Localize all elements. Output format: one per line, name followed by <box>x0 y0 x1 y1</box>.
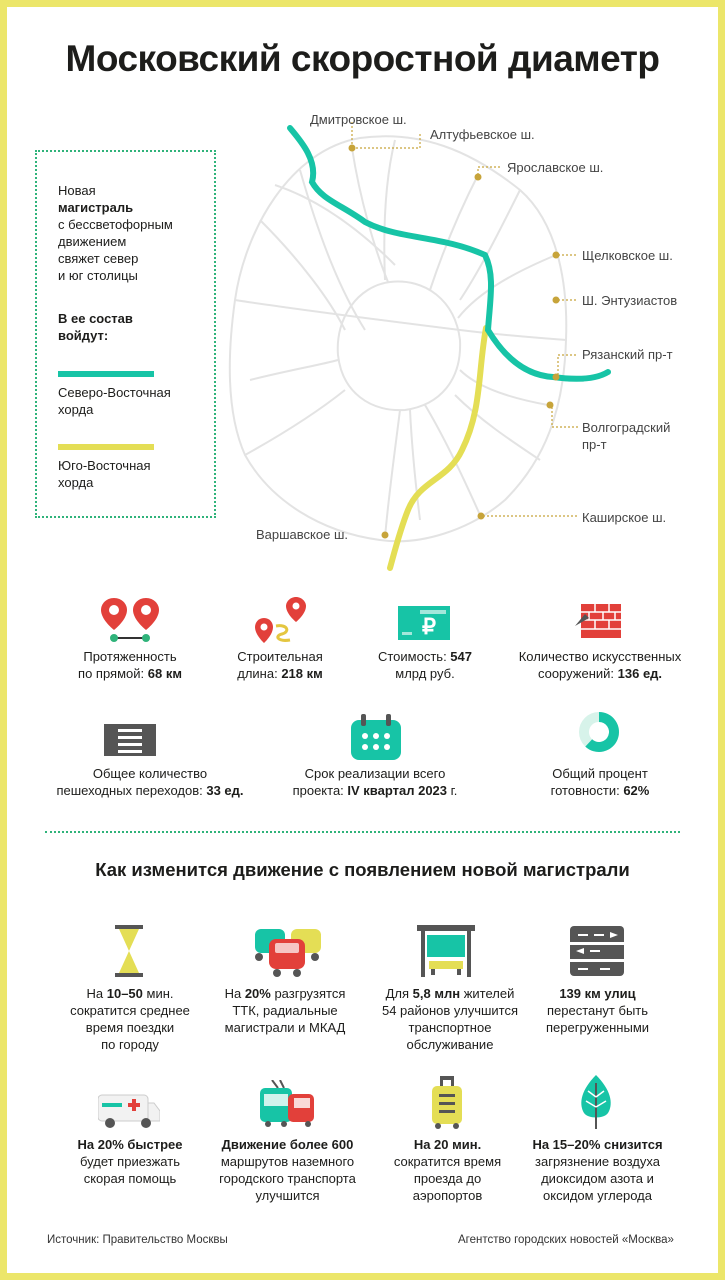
map-road <box>300 170 365 330</box>
section-divider <box>45 831 680 833</box>
stat-value: 20% <box>244 986 271 1001</box>
effect-airports <box>375 1136 520 1204</box>
stat-line: транспортное <box>408 1020 492 1035</box>
legend-label-line: хорда <box>58 475 94 490</box>
stat-line: ТТК, радиальные <box>232 1003 338 1018</box>
map-label-line: Волгоградский <box>582 420 671 435</box>
brick-wall-icon <box>575 600 623 640</box>
agency-credit: Агентство городских новостей «Москва» <box>458 1234 674 1246</box>
legend-intro-line: и юг столицы <box>58 268 138 283</box>
map-road <box>458 255 556 318</box>
stat-line: Срок реализации всего <box>304 766 446 781</box>
stat-line: 54 районов улучшится <box>381 1003 519 1018</box>
map-road <box>250 360 338 380</box>
stat-text: готовности: <box>550 783 624 798</box>
location-pins-icon <box>100 596 162 646</box>
legend-label-line: Северо-Восточная <box>58 385 171 400</box>
map-label-volgogradsky <box>582 419 670 453</box>
stat-structures <box>500 648 700 682</box>
stat-value: 547 <box>450 649 472 664</box>
readiness-donut-icon <box>577 710 621 754</box>
stat-text: разгрузятся <box>270 986 346 1001</box>
map-point-varshavskoe <box>382 532 389 539</box>
ambulance-icon <box>98 1093 160 1129</box>
map-label-kashirskoe: Каширское ш. <box>582 510 667 525</box>
map-label-dmitrovskoe: Дмитровское ш. <box>310 112 407 127</box>
route-icon <box>254 596 310 646</box>
stat-line: магистрали и МКАД <box>224 1020 346 1035</box>
stat-value: IV квартал 2023 <box>347 783 448 798</box>
stat-line <box>40 782 260 799</box>
stat-crossings <box>40 765 260 799</box>
road-lanes-icon <box>570 926 624 976</box>
legend-label-line: Юго-Восточная <box>58 458 151 473</box>
stat-line <box>280 782 470 799</box>
effect-streets <box>530 985 665 1036</box>
stat-line <box>500 665 700 682</box>
stat-text: мин. <box>142 986 174 1001</box>
stat-line: проезда до <box>413 1171 482 1186</box>
stat-value: 68 км <box>147 666 182 681</box>
suitcase-icon <box>430 1076 464 1130</box>
stat-text: жителей <box>460 986 515 1001</box>
stat-line <box>205 665 355 682</box>
map-label-ryazansky: Рязанский пр-т <box>582 347 673 362</box>
map-label-yaroslavskoe: Ярославское ш. <box>507 160 604 175</box>
stat-line: 139 км улиц <box>559 986 636 1001</box>
stat-line: На 20% быстрее <box>77 1137 183 1152</box>
stat-text: по прямой: <box>78 666 148 681</box>
bus-stop-icon <box>417 925 475 977</box>
stat-value: 5,8 млн <box>412 986 461 1001</box>
stat-line <box>205 985 365 1002</box>
stat-line: млрд руб. <box>395 666 455 681</box>
stat-text: пешеходных переходов: <box>56 783 207 798</box>
map-label-altufevskoe: Алтуфьевское ш. <box>430 127 535 142</box>
stat-line <box>370 985 530 1002</box>
stat-length <box>55 648 205 682</box>
map-label-schelkovskoe: Щелковское ш. <box>582 248 673 263</box>
map-road <box>430 175 478 290</box>
stat-line: время поездки <box>85 1020 175 1035</box>
page-title: Московский скоростной диаметр <box>65 38 660 79</box>
inner-ring <box>338 282 460 411</box>
stat-line <box>55 985 205 1002</box>
stat-line: Движение более 600 <box>221 1137 354 1152</box>
svg-text:₽: ₽ <box>422 614 436 639</box>
stat-line: Строительная <box>237 649 323 664</box>
source-credit: Источник: Правительство Москвы <box>47 1234 228 1246</box>
legend-intro-line: свяжет север <box>58 251 139 266</box>
legend-intro-line: магистраль <box>58 200 134 215</box>
stat-text: сооружений: <box>537 666 618 681</box>
stat-line: перегруженными <box>545 1020 650 1035</box>
stat-readiness <box>510 765 690 799</box>
stat-text: Стоимость: <box>377 649 451 664</box>
stat-value: 10–50 <box>106 986 143 1001</box>
stat-line: скорая помощь <box>83 1171 177 1186</box>
map-label-varshavskoe: Варшавское ш. <box>256 527 348 542</box>
stat-line: загрязнение воздуха <box>535 1154 660 1169</box>
stat-line: оксидом углерода <box>543 1188 652 1203</box>
stat-build-length <box>205 648 355 682</box>
pedestrian-crossing-icon <box>104 724 156 756</box>
legend-intro-line: движением <box>58 234 127 249</box>
stat-line: аэропортов <box>412 1188 483 1203</box>
legend-intro-line: Новая <box>58 183 96 198</box>
stat-line: Общее количество <box>92 766 208 781</box>
stat-line: сократится среднее <box>70 1003 190 1018</box>
map-leader <box>558 355 578 375</box>
stat-term <box>280 765 470 799</box>
map-road <box>235 300 566 340</box>
stat-line: перестанут быть <box>546 1003 649 1018</box>
map-road <box>245 390 345 455</box>
effect-routes <box>205 1136 370 1204</box>
stat-line: диоксидом азота и <box>541 1171 654 1186</box>
section-subtitle: Как изменится движение с появлением новой магистрали <box>95 859 630 880</box>
legend-label-line: хорда <box>58 402 94 417</box>
effect-air-quality <box>520 1136 675 1204</box>
stat-line: обслуживание <box>406 1037 494 1052</box>
stat-line: На 15–20% снизится <box>532 1137 663 1152</box>
legend-intro-line: с бессветофорным <box>58 217 173 232</box>
stat-cost <box>350 648 500 682</box>
stat-text: длина: <box>237 666 282 681</box>
stat-value: 218 км <box>281 666 323 681</box>
stat-text: г. <box>447 783 458 798</box>
effect-residents <box>370 985 530 1053</box>
legend-composition-line: войдут: <box>58 328 109 343</box>
stat-line: улучшится <box>255 1188 320 1203</box>
stat-text: Для <box>385 986 413 1001</box>
stat-line: Общий процент <box>552 766 648 781</box>
map-road <box>385 410 400 538</box>
stat-value: 33 ед. <box>206 783 244 798</box>
stat-line: Протяженность <box>83 649 177 664</box>
effect-ttk-unload <box>205 985 365 1036</box>
stat-value: 136 ед. <box>617 666 663 681</box>
banknote-icon <box>398 606 450 640</box>
stat-line: маршрутов наземного <box>220 1154 355 1169</box>
leaf-icon <box>578 1075 614 1129</box>
stat-value: 62% <box>623 783 650 798</box>
map-road <box>455 395 540 460</box>
stat-line <box>510 782 690 799</box>
map-label-entuziastov: Ш. Энтузиастов <box>582 293 678 308</box>
bus-trolleybus-icon <box>258 1080 316 1128</box>
stat-text: На <box>224 986 245 1001</box>
stat-line: сократится время <box>393 1154 502 1169</box>
stat-text: проекта: <box>292 783 348 798</box>
stat-line <box>55 665 205 682</box>
effect-ambulance <box>55 1136 205 1187</box>
calendar-icon <box>351 714 401 760</box>
stat-line: будет приезжать <box>80 1154 180 1169</box>
southeast-chord-route <box>390 328 486 568</box>
effect-travel-time <box>55 985 205 1053</box>
stat-line: На 20 мин. <box>413 1137 482 1152</box>
stat-line: Количество искусственных <box>518 649 682 664</box>
stat-line: по городу <box>101 1037 159 1052</box>
hourglass-icon <box>115 925 143 977</box>
stat-line <box>350 648 500 665</box>
traffic-cars-icon <box>251 921 323 979</box>
stat-text: На <box>86 986 107 1001</box>
stat-line: городского транспорта <box>219 1171 356 1186</box>
legend-composition-line: В ее состав <box>58 311 133 326</box>
map-label-line: пр-т <box>582 437 607 452</box>
